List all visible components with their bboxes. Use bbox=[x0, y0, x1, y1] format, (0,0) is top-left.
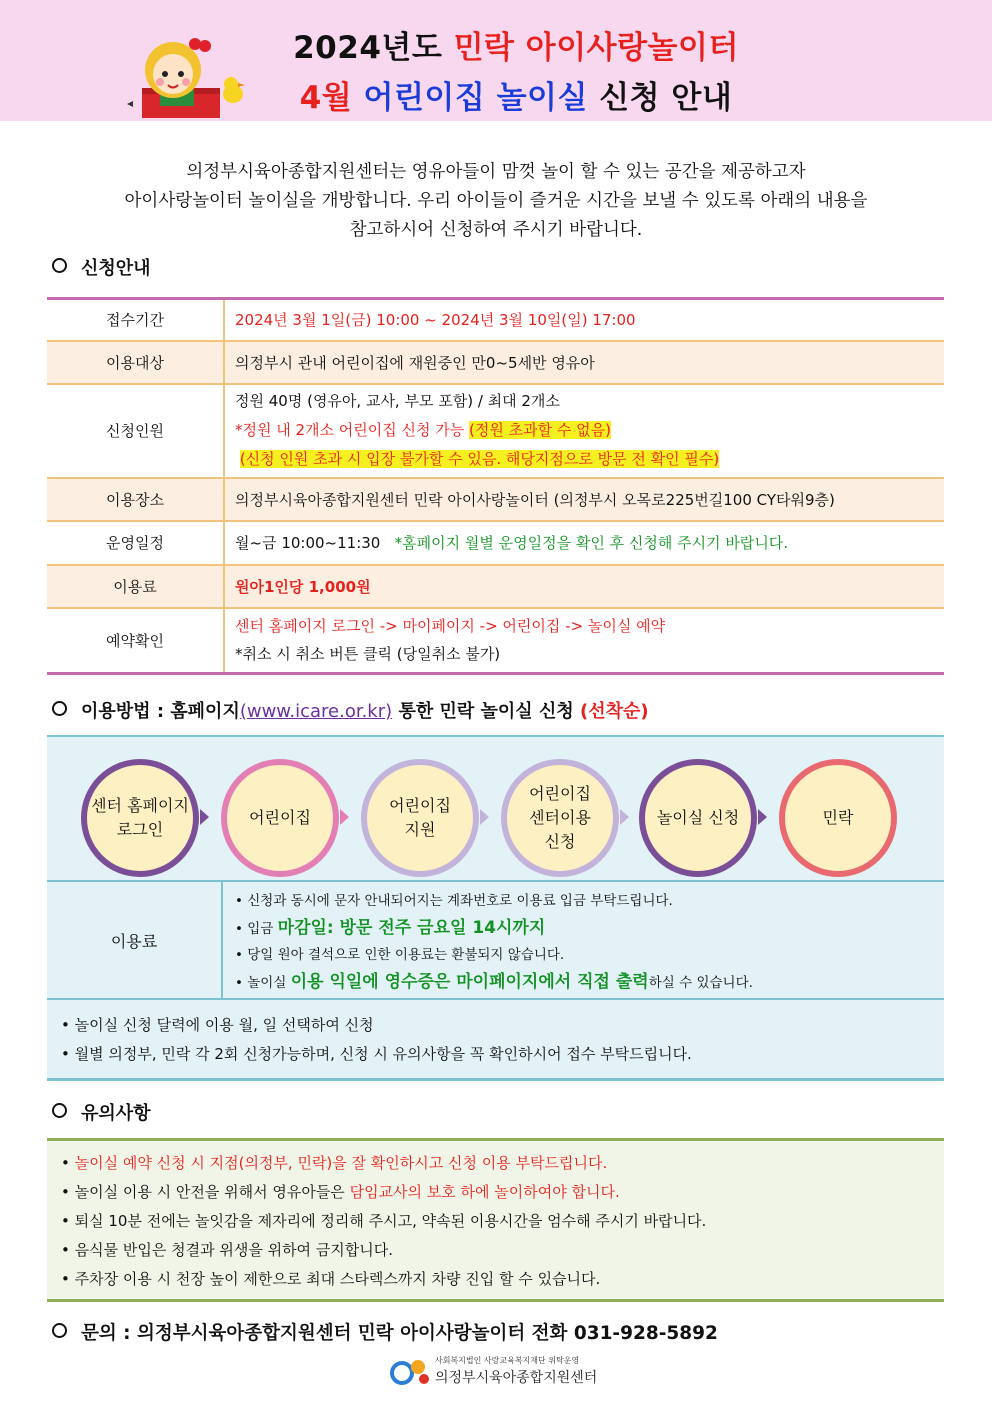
fee-detail-list bbox=[235, 888, 753, 996]
title-guide: 신청 안내 bbox=[587, 80, 733, 116]
capacity-line-2 bbox=[235, 416, 934, 445]
application-info-table bbox=[47, 297, 944, 675]
capacity-line-3 bbox=[235, 445, 934, 474]
circle-bullet-icon bbox=[52, 1103, 67, 1118]
center-logo-icon bbox=[390, 1355, 432, 1387]
row-value bbox=[224, 521, 944, 565]
usage-title-a: 이용방법 : 홈페이지 bbox=[81, 701, 240, 722]
title-year: 2024년도 bbox=[293, 30, 454, 66]
list-item: • 당일 원아 결석으로 인한 이용료는 환불되지 않습니다. bbox=[235, 947, 565, 963]
flow-step-text: 놀이실 신청 bbox=[656, 808, 740, 827]
list-item: • 월별 의정부, 민락 각 2회 신청가능하며, 신청 시 유의사항을 꼭 확인하시어 접수 부탁드립니다. bbox=[61, 1045, 692, 1063]
row-key: 운영일정 bbox=[47, 521, 224, 565]
circle-bullet-icon bbox=[52, 258, 67, 273]
list-item-text: 월별 의정부, 민락 각 2회 신청가능하며, 신청 시 유의사항을 꼭 확인하시어 접수 부탁드립니다. bbox=[74, 1045, 692, 1063]
flow-step-login bbox=[81, 759, 199, 877]
row-value bbox=[224, 608, 944, 674]
usage-title-c: (선착순) bbox=[580, 701, 649, 722]
circle-bullet-icon bbox=[52, 1323, 67, 1338]
flow-arrow-icon bbox=[620, 809, 629, 825]
row-key: 신청인원 bbox=[47, 384, 224, 478]
list-item-text: 음식물 반입은 청결과 위생을 위하여 금지합니다. bbox=[74, 1241, 394, 1259]
flow-step-text: 센터이용 bbox=[529, 808, 591, 827]
confirm-cancel-note: *취소 시 취소 버튼 클릭 (당일취소 불가) bbox=[235, 645, 501, 664]
title-line-2 bbox=[0, 72, 992, 117]
list-item: • 퇴실 10분 전에는 놀잇감을 제자리에 정리해 주시고, 약속된 이용시간을 엄수해 주시기 바랍니다. bbox=[61, 1212, 707, 1230]
center-signature bbox=[390, 1355, 610, 1389]
row-key: 접수기간 bbox=[47, 299, 224, 341]
receipt-highlight: 이용 익일에 영수증은 마이페이지에서 직접 출력 bbox=[290, 972, 649, 992]
homepage-link[interactable]: (www.icare.or.kr) bbox=[239, 701, 393, 722]
list-item: • 놀이실 이용 익일에 영수증은 마이페이지에서 직접 출력하실 수 있습니다. bbox=[235, 972, 753, 992]
flow-step-center-apply bbox=[501, 759, 619, 877]
fee-detail-key: 이용료 bbox=[47, 882, 223, 998]
list-item-text: 놀이실 예약 신청 시 지점(의정부, 민락)을 잘 확인하시고 신청 이용 부탁드립니다. bbox=[74, 1154, 608, 1172]
schedule-note: *홈페이지 월별 운영일정을 확인 후 신청해 주시기 바랍니다. bbox=[394, 534, 789, 552]
list-item: • 놀이실 신청 달력에 이용 월, 일 선택하여 신청 bbox=[61, 1016, 374, 1034]
header-banner bbox=[0, 0, 992, 121]
section-title-text: 신청안내 bbox=[81, 258, 151, 279]
title-room: 어린이집 놀이실 bbox=[363, 80, 588, 116]
flow-arrow-icon bbox=[758, 809, 767, 825]
title-place: 민락 아이사랑놀이터 bbox=[453, 30, 739, 66]
list-item-text: 당일 원아 결석으로 인한 이용료는 환불되지 않습니다. bbox=[247, 947, 565, 963]
flow-step-text: 어린이집 bbox=[529, 784, 591, 803]
contact-text: 문의 : 의정부시육아종합지원센터 민락 아이사랑놀이터 전화 031-928-5892 bbox=[81, 1323, 718, 1344]
row-key: 이용대상 bbox=[47, 341, 224, 384]
usage-notes-list bbox=[61, 1011, 692, 1069]
capacity-line-1: 정원 40명 (영유아, 교사, 부모 포함) / 최대 2개소 bbox=[235, 392, 560, 410]
section-title-text: 유의사항 bbox=[81, 1103, 151, 1124]
row-value bbox=[224, 384, 944, 478]
confirm-steps: 센터 홈페이지 로그인 -> 마이페이지 -> 어린이집 -> 놀이실 예약 bbox=[235, 617, 666, 636]
flow-arrow-icon bbox=[480, 809, 489, 825]
row-key: 예약확인 bbox=[47, 608, 224, 674]
flow-step-room-apply bbox=[639, 759, 757, 877]
flow-step-support bbox=[361, 759, 479, 877]
row-value: 원아1인당 1,000원 bbox=[224, 565, 944, 608]
title-month: 4월 bbox=[299, 80, 364, 116]
flow-arrow-icon bbox=[200, 809, 209, 825]
row-key: 이용장소 bbox=[47, 478, 224, 521]
table-row bbox=[47, 299, 944, 341]
capacity-warning: (신청 인원 초과 시 입장 불가할 수 있음. 해당지점으로 방문 전 확인 필수) bbox=[239, 450, 720, 468]
list-item-text: 놀이실 bbox=[247, 975, 291, 991]
list-item-text: 신청과 동시에 문자 안내되어지는 계좌번호로 이용료 입금 부탁드립니다. bbox=[247, 893, 673, 909]
list-item: • 놀이실 이용 시 안전을 위해서 영유아들은 담임교사의 보호 하에 놀이하여야 합니다. bbox=[61, 1183, 620, 1201]
list-item-text: 놀이실 신청 달력에 이용 월, 일 선택하여 신청 bbox=[74, 1016, 374, 1034]
deadline-highlight: 마감일: 방문 전주 금요일 14시까지 bbox=[277, 918, 546, 938]
flow-step-text: 센터 홈페이지 bbox=[91, 796, 189, 815]
intro-line: 아이사랑놀이터 놀이실을 개방합니다. 우리 아이들이 즐거운 시간을 보낼 수 있도록 아래의 내용을 bbox=[124, 191, 868, 211]
flow-step-daycare bbox=[221, 759, 339, 877]
capacity-highlight: (정원 초과할 수 없음) bbox=[469, 421, 611, 439]
flow-step-text: 민락 bbox=[822, 808, 854, 827]
list-item-text: 하실 수 있습니다. bbox=[648, 975, 753, 991]
list-item: • 입금 마감일: 방문 전주 금요일 14시까지 bbox=[235, 918, 546, 938]
table-row bbox=[47, 478, 944, 521]
intro-line: 참고하시어 신청하여 주시기 바랍니다. bbox=[349, 220, 643, 240]
circle-bullet-icon bbox=[52, 701, 67, 716]
list-item: • 주차장 이용 시 천장 높이 제한으로 최대 스타렉스까지 차량 진입 할 수 있습니다. bbox=[61, 1270, 601, 1288]
list-item-text: 주차장 이용 시 천장 높이 제한으로 최대 스타렉스까지 차량 진입 할 수 있습니다. bbox=[74, 1270, 601, 1288]
flow-arrow-icon bbox=[340, 809, 349, 825]
fee-detail-row bbox=[47, 880, 944, 1000]
row-value: 2024년 3월 1일(금) 10:00 ~ 2024년 3월 10일(일) 17:00 bbox=[224, 299, 944, 341]
contact-line bbox=[52, 1319, 718, 1345]
list-item: • 음식물 반입은 청결과 위생을 위하여 금지합니다. bbox=[61, 1241, 394, 1259]
table-row bbox=[47, 608, 944, 674]
intro-line: 의정부시육아종합지원센터는 영유아들이 맘껏 놀이 할 수 있는 공간을 제공하고자 bbox=[186, 162, 806, 182]
schedule-time: 월~금 10:00~11:30 bbox=[235, 534, 381, 552]
signature-subtitle: 사회복지법인 사랑교육복지재단 위탁운영 bbox=[435, 1356, 580, 1365]
caution-highlight: 담임교사의 보호 하에 놀이하여야 합니다. bbox=[349, 1183, 620, 1201]
table-row bbox=[47, 384, 944, 478]
intro-paragraph bbox=[40, 158, 952, 245]
list-item: • 놀이실 예약 신청 시 지점(의정부, 민락)을 잘 확인하시고 신청 이용 부탁드립니다. bbox=[61, 1154, 608, 1172]
title-line-1 bbox=[0, 22, 992, 67]
flow-step-text: 로그인 bbox=[116, 820, 164, 839]
caution-list bbox=[61, 1149, 706, 1294]
process-flow bbox=[47, 737, 944, 880]
flow-step-text: 어린이집 bbox=[389, 796, 451, 815]
section-title-application bbox=[52, 254, 151, 280]
signature-name: 의정부시육아종합지원센터 bbox=[435, 1370, 598, 1386]
row-key: 이용료 bbox=[47, 565, 224, 608]
section-title-caution bbox=[52, 1099, 151, 1125]
row-value: 의정부시육아종합지원센터 민락 아이사랑놀이터 (의정부시 오목로225번길100 CY타워9층) bbox=[224, 478, 944, 521]
capacity-note: *정원 내 2개소 어린이집 신청 가능 bbox=[235, 421, 470, 439]
usage-title-b: 통한 민락 놀이실 신청 bbox=[392, 701, 580, 722]
caution-box bbox=[47, 1138, 944, 1302]
flow-step-minrak bbox=[779, 759, 897, 877]
flow-step-text: 신청 bbox=[544, 832, 576, 851]
list-item-text: 입금 bbox=[247, 921, 278, 937]
list-item: • 신청과 동시에 문자 안내되어지는 계좌번호로 이용료 입금 부탁드립니다. bbox=[235, 893, 673, 909]
table-row bbox=[47, 521, 944, 565]
list-item-text: 퇴실 10분 전에는 놀잇감을 제자리에 정리해 주시고, 약속된 이용시간을 엄수해 주시기 바랍니다. bbox=[74, 1212, 707, 1230]
flow-step-text: 어린이집 bbox=[249, 808, 311, 827]
section-title-usage bbox=[52, 697, 649, 723]
table-row bbox=[47, 341, 944, 384]
row-value: 의정부시 관내 어린이집에 재원중인 만0~5세반 영유아 bbox=[224, 341, 944, 384]
usage-method-box bbox=[47, 735, 944, 1081]
list-item-text: 놀이실 이용 시 안전을 위해서 영유아들은 bbox=[74, 1183, 350, 1201]
table-row bbox=[47, 565, 944, 608]
flow-step-text: 지원 bbox=[404, 820, 436, 839]
